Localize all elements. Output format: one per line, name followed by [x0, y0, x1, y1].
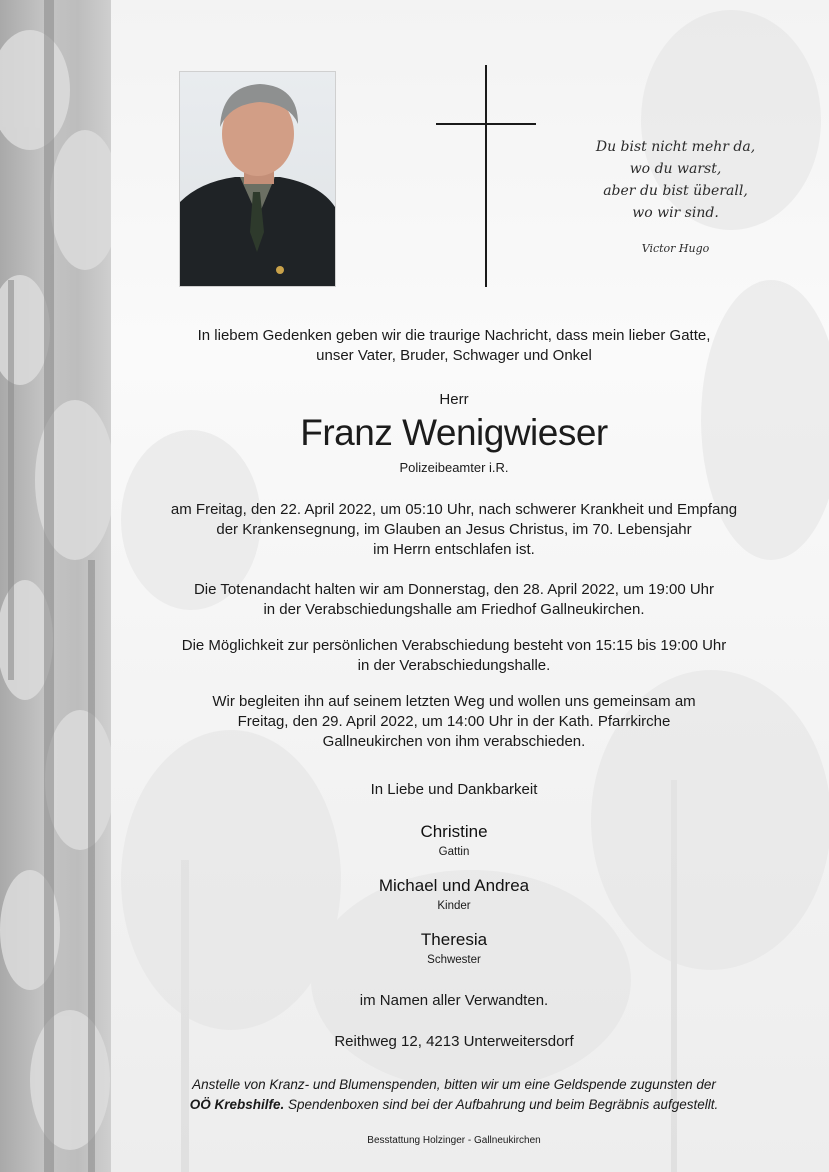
mourner-name: Michael und Andrea	[378, 876, 530, 895]
mourner-relation: Gattin	[438, 846, 470, 858]
address: Reithweg 12, 4213 Unterweitersdorf	[334, 1033, 574, 1050]
funeral-line: Freitag, den 29. April 2022, um 14:00 Uhr in der Kath. Pfarrkirche	[237, 713, 671, 730]
cross-icon	[436, 65, 536, 287]
relatives-note: im Namen aller Verwandten.	[359, 992, 549, 1009]
prayer-line: Die Totenandacht halten wir am Donnerstag, den 28. April 2022, um 19:00 Uhr	[193, 581, 715, 598]
mourner-name: Christine	[420, 822, 488, 841]
donation-line: Anstelle von Kranz- und Blumenspenden, bitten wir um eine Geldspende zugunsten der	[192, 1077, 716, 1092]
funeral-line: Wir begleiten ihn auf seinem letzten Weg und wollen uns gemeinsam am	[212, 693, 696, 710]
intro-line: unser Vater, Bruder, Schwager und Onkel	[316, 347, 592, 364]
funeral-info	[120, 692, 788, 752]
donation-note	[120, 1075, 788, 1115]
donation-line	[120, 1095, 788, 1115]
viewing-line: Die Möglichkeit zur persönlichen Verabschiedung besteht von 15:15 bis 19:00 Uhr	[181, 637, 727, 654]
death-notice	[120, 500, 788, 560]
mourner-name: Theresia	[420, 930, 488, 949]
death-notice-line: am Freitag, den 22. April 2022, um 05:10 Uhr, nach schwerer Krankheit und Empfang	[170, 501, 738, 518]
tree-strip-decoration	[0, 0, 111, 1172]
quote-line: wo du warst,	[629, 161, 722, 177]
prayer-service	[120, 580, 788, 620]
quote-line: aber du bist überall,	[603, 183, 748, 199]
salutation: Herr	[439, 391, 469, 408]
funeral-line: Gallneukirchen von ihm verabschieden.	[322, 733, 586, 750]
quote-line: Du bist nicht mehr da,	[595, 139, 756, 155]
quote	[578, 136, 773, 260]
deceased-name: Franz Wenigwieser	[300, 412, 608, 453]
mourner-relation: Schwester	[427, 954, 481, 966]
viewing-info	[120, 636, 788, 676]
donation-line-rest: Spendenboxen sind bei der Aufbahrung und beim Begräbnis aufgestellt.	[284, 1097, 719, 1112]
portrait-photo	[180, 72, 335, 286]
prayer-line: in der Verabschiedungshalle am Friedhof Gallneukirchen.	[263, 601, 645, 618]
quote-line: wo wir sind.	[632, 205, 719, 221]
funeral-home-footer: Besstattung Holzinger - Gallneukirchen	[367, 1135, 541, 1146]
death-notice-line: im Herrn entschlafen ist.	[373, 541, 535, 558]
intro-line: In liebem Gedenken geben wir die traurige Nachricht, dass mein lieber Gatte,	[197, 327, 711, 344]
viewing-line: in der Verabschiedungshalle.	[357, 657, 551, 674]
charity-name: OÖ Krebshilfe.	[189, 1097, 285, 1112]
deceased-title: Polizeibeamter i.R.	[399, 460, 509, 475]
mourner-relation: Kinder	[437, 900, 471, 912]
quote-author: Victor Hugo	[641, 242, 710, 255]
death-notice-line: der Krankensegnung, im Glauben an Jesus Christus, im 70. Lebensjahr	[216, 521, 692, 538]
intro-text	[120, 326, 788, 366]
closing-phrase: In Liebe und Dankbarkeit	[370, 781, 538, 798]
